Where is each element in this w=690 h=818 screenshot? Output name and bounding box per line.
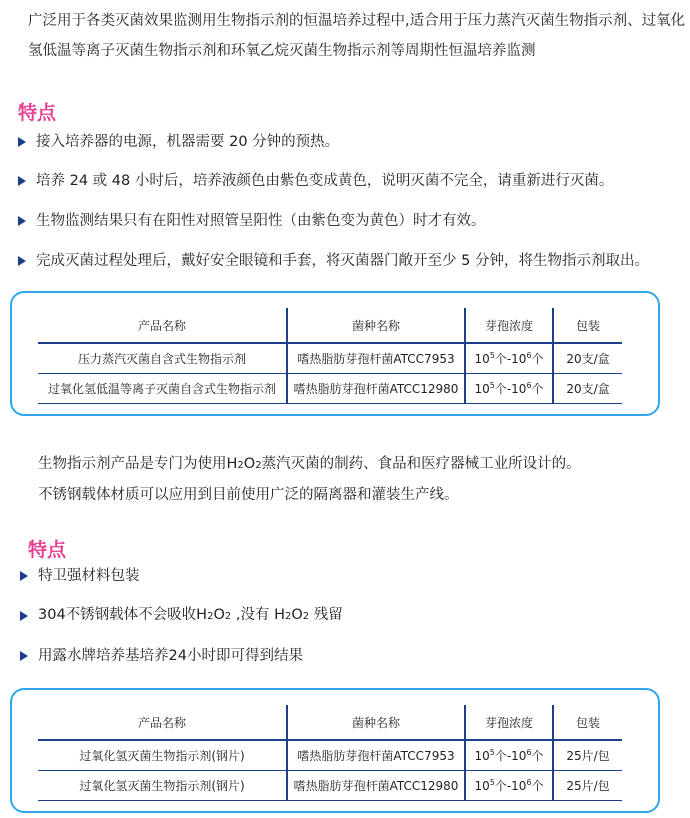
section2-bullet-3 [20,646,303,666]
cell-package: 20支/盒 [553,343,622,374]
bullet-text: 培养 24 或 48 小时后，培养液颜色由紫色变成黄色，说明灭菌不完全，请重新进行灭菌。 [36,173,614,189]
bullet-text: 特卫强材料包装 [38,568,140,584]
triangle-bullet-icon [18,176,26,186]
col-header-product: 产品名称 [38,308,287,343]
cell-product: 过氧化氢灭菌生物指示剂(钢片) [38,740,287,771]
section1-heading: 特点 [18,102,57,124]
col-header-concentration: 芽孢浓度 [465,705,553,740]
section1-bullet-4 [18,251,649,271]
triangle-bullet-icon [18,216,26,226]
cell-strain: 嗜热脂肪芽孢杆菌ATCC7953 [287,343,465,374]
section1-bullet-3 [18,211,486,231]
col-header-product: 产品名称 [38,705,287,740]
cell-product: 过氧化氢低温等离子灭菌自含式生物指示剂 [38,374,287,404]
section2-bullet-2 [20,605,343,627]
cell-concentration: $10^5$个$-10^6$个 [465,740,553,771]
table-row [38,771,622,801]
product-table-2 [38,705,622,801]
cell-concentration: $10^5$个$-10^6$个 [465,374,553,404]
col-header-package: 包装 [553,308,622,343]
col-header-concentration: 芽孢浓度 [465,308,553,343]
cell-package: 25片/包 [553,740,622,771]
triangle-bullet-icon [20,651,28,661]
bullet-text: 用露水牌培养基培养24小时即可得到结果 [38,648,303,664]
col-header-package: 包装 [553,705,622,740]
table-header-row [38,705,622,740]
cell-strain: 嗜热脂肪芽孢杆菌ATCC7953 [287,740,465,771]
table-row [38,343,622,374]
description-line-2: 不锈钢载体材质可以应用到目前使用广泛的隔离器和灌装生产线。 [38,487,459,503]
bullet-text: 接入培养器的电源，机器需要 20 分钟的预热。 [36,134,340,150]
cell-product: 过氧化氢灭菌生物指示剂(钢片) [38,771,287,801]
cell-product: 压力蒸汽灭菌自含式生物指示剂 [38,343,287,374]
triangle-bullet-icon [18,256,26,266]
bullet-text: 完成灭菌过程处理后，戴好安全眼镜和手套，将灭菌器门敞开至少 5 分钟，将生物指示剂取出。 [36,253,649,269]
intro-paragraph: 广泛用于各类灭菌效果监测用生物指示剂的恒温培养过程中,适合用于压力蒸汽灭菌生物指示剂、过氧化氢低温等离子灭菌生物指示剂和环氧乙烷灭菌生物指示剂等周期性恒温培养监测 [28,13,686,59]
product-table-1 [38,308,622,404]
bullet-text: 304不锈钢载体不会吸收H2O2 ,没有 H2O2 残留 [38,607,343,623]
section1-bullet-1 [18,132,339,152]
triangle-bullet-icon [18,137,26,147]
cell-concentration: $10^5$个$-10^6$个 [465,343,553,374]
cell-package: 25片/包 [553,771,622,801]
table-row [38,740,622,771]
description-line-1: 生物指示剂产品是专门为使用H2O2蒸汽灭菌的制药、食品和医疗器械工业所设计的。 [38,456,581,472]
section1-bullet-2 [18,171,613,191]
triangle-bullet-icon [20,611,28,621]
section2-heading: 特点 [28,539,67,561]
triangle-bullet-icon [20,571,28,581]
cell-strain: 嗜热脂肪芽孢杆菌ATCC12980 [287,771,465,801]
cell-package: 20支/盒 [553,374,622,404]
col-header-strain: 菌种名称 [287,308,465,343]
table-header-row [38,308,622,343]
cell-concentration: $10^5$个$-10^6$个 [465,771,553,801]
section2-bullet-1 [20,566,140,586]
table-row [38,374,622,404]
col-header-strain: 菌种名称 [287,705,465,740]
bullet-text: 生物监测结果只有在阳性对照管呈阳性（由紫色变为黄色）时才有效。 [36,213,486,229]
cell-strain: 嗜热脂肪芽孢杆菌ATCC12980 [287,374,465,404]
